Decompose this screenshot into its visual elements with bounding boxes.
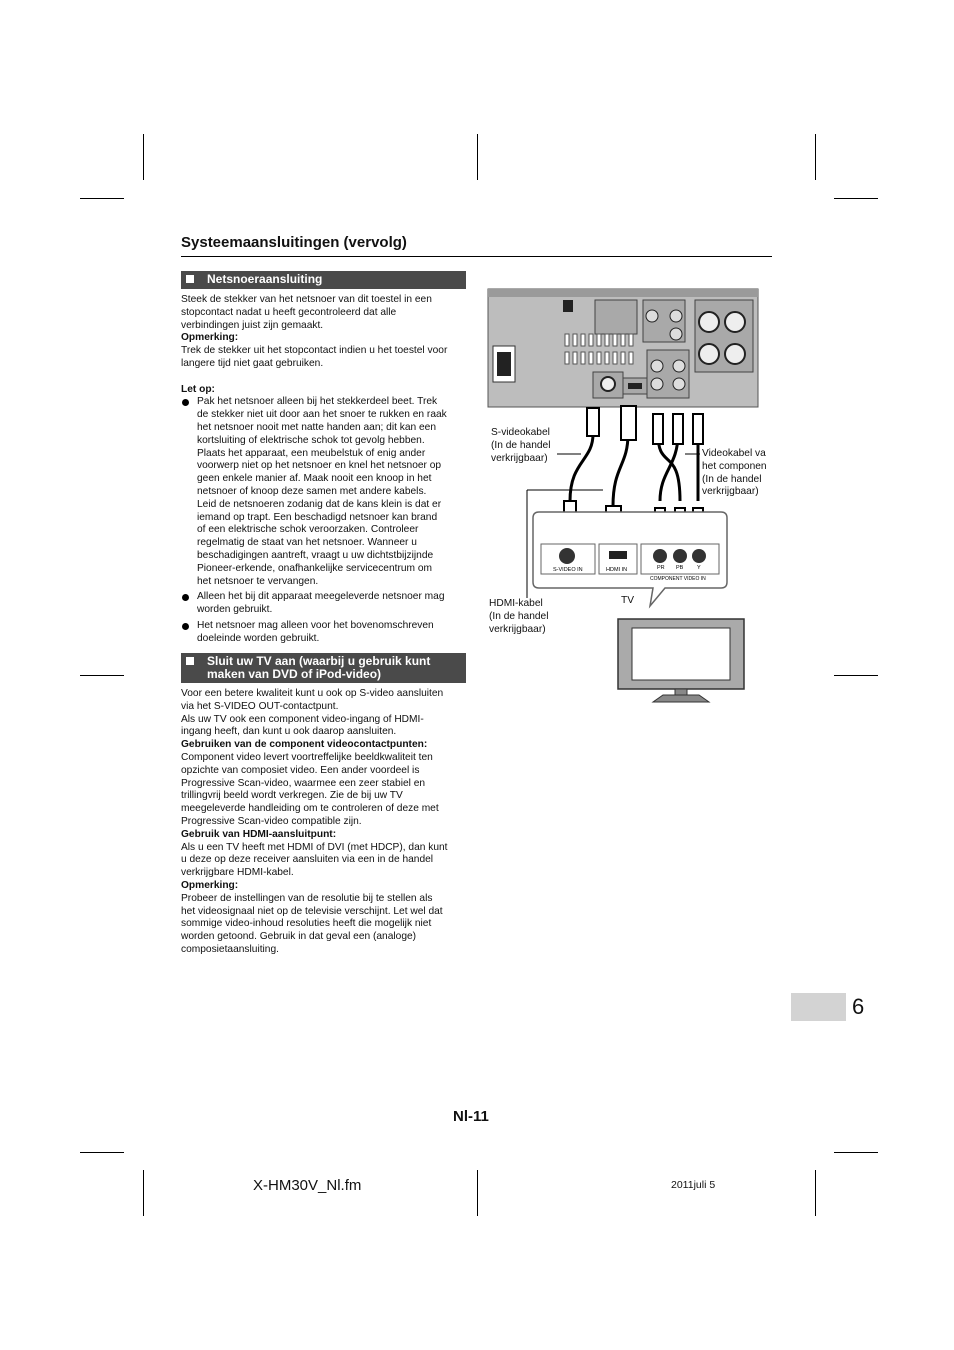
note-label: Opmerking:: [181, 332, 239, 344]
text-line: (In de handel: [491, 439, 551, 451]
tv-input-panel-icon: [533, 512, 727, 606]
receiver-back-panel-icon: [488, 289, 758, 407]
text-line: Alleen het bij dit apparaat meegeleverde netsnoer mag: [197, 591, 445, 603]
text-line: het netsnoer nooit met natte handen aan; dit kan een: [197, 421, 437, 433]
text-line: Trek de stekker uit het stopcontact indien u het toestel voor: [181, 345, 448, 357]
text-line: Als uw TV ook een component video-ingang of HDMI-: [181, 713, 424, 725]
text-line: worden gebruikt.: [197, 604, 273, 616]
crop-mark: [477, 1170, 478, 1216]
text-line: stopcontact nadat u heeft gecontroleerd dat alle: [181, 306, 397, 318]
text-line: composietaansluiting.: [181, 943, 279, 955]
text-line: (In de handel: [702, 473, 762, 485]
text-line: regelmatig de staat van het netsnoer. Wanneer u: [197, 537, 417, 549]
text-line: Progressive Scan-video compatible zijn.: [181, 815, 362, 827]
text-line: beschadigingen aantreft, vraagt u uw dichtstbijzijnde: [197, 549, 434, 561]
text-line: Als u een TV heeft met HDMI of DVI (met HDCP), dan kunt: [181, 841, 448, 853]
text-line: het videosignaal niet op de televisie verschijnt. Let wel dat: [181, 905, 443, 917]
component-cable-label: [702, 448, 774, 499]
bullet-icon: [182, 623, 189, 630]
tv-label: TV: [621, 595, 635, 606]
note-label: Opmerking:: [181, 879, 239, 891]
text-line: iemand op trapt. Een beschadigd netsnoer kan brand: [197, 511, 438, 523]
text-line: via het S-VIDEO OUT-contactpunt.: [181, 700, 339, 712]
list-item: [181, 591, 467, 617]
tv-heading: [181, 653, 466, 683]
netsnoer-heading-text: Netsnoeraansluiting: [207, 272, 323, 286]
port-label-y: Y: [697, 565, 701, 571]
text-line: verbindingen juist zijn gemaakt.: [181, 319, 324, 331]
text-line: (In de handel: [489, 610, 549, 622]
footer-filename: X-HM30V_Nl.fm: [253, 1177, 362, 1194]
chapter-number: 6: [852, 994, 865, 1019]
text-line: kortsluiting of elektrische schok tot gevolg hebben.: [197, 434, 425, 446]
crop-mark: [80, 675, 124, 676]
page-number: Nl-11: [453, 1108, 489, 1125]
port-label-svideo: S-VIDEO IN: [553, 567, 583, 573]
text-line: Progressive Scan-video, waarmee een zeer stabiel en: [181, 777, 426, 789]
svideo-cable-label: [491, 427, 550, 465]
text-line: verkrijgbaar): [489, 623, 546, 635]
text-line: het netsnoer te vervangen.: [197, 575, 319, 587]
text-line: Videokabel va: [702, 448, 766, 459]
crop-mark: [80, 198, 124, 199]
tv-body: [181, 688, 467, 957]
port-label-component: COMPONENT VIDEO IN: [650, 576, 706, 582]
tv-heading-line: maken van DVD of iPod-video): [207, 667, 382, 681]
netsnoer-body: [181, 294, 467, 646]
text-line: verkrijgbare HDMI-kabel.: [181, 867, 294, 879]
text-line: voorwerp niet op het netsnoer en knel het netsnoer op: [197, 460, 442, 472]
crop-mark: [815, 1170, 816, 1216]
port-label-pb: PB: [676, 565, 684, 571]
text-line: Leid de netsnoeren zodanig dat de kans klein is dat er: [197, 498, 442, 510]
port-label-hdmi: HDMI IN: [606, 567, 628, 573]
netsnoer-heading: [181, 271, 466, 289]
list-item: [181, 620, 467, 646]
text-line: langere tijd niet gaat gebruiken.: [181, 357, 324, 369]
text-line: verkrijgbaar): [702, 486, 759, 498]
text-line: het componen: [702, 460, 767, 472]
text-line: Voor een betere kwaliteit kunt u ook op S-video aansluiten: [181, 688, 444, 699]
text-line: HDMI-kabel: [489, 598, 543, 609]
crop-mark: [834, 1152, 878, 1153]
crop-mark: [143, 1170, 144, 1216]
bullet-icon: [182, 399, 189, 406]
text-line: Steek de stekker van het netsnoer van dit toestel in een: [181, 294, 432, 305]
text-line: meegeleverde handleiding om te controleren of deze met: [181, 803, 439, 815]
text-line: de stekker niet uit door aan het snoer te rukken en raak: [197, 409, 447, 421]
crop-mark: [477, 134, 478, 180]
text-line: verkrijgbaar): [491, 452, 548, 464]
caution-label: Let op:: [181, 383, 215, 395]
text-line: of een elektrische schok veroorzaken. Controleer: [197, 524, 419, 536]
text-line: netsnoer of knoop deze samen met andere kabels.: [197, 485, 427, 497]
crop-mark: [80, 1152, 124, 1153]
hdmi-label: Gebruik van HDMI-aansluitpunt:: [181, 828, 337, 840]
hdmi-cable-label: [489, 598, 548, 636]
text-line: worden getoond. Gebruik in dat geval een (analoge): [181, 931, 417, 943]
text-line: Component video levert voortreffelijke beeldkwaliteit ten: [181, 751, 433, 763]
text-line: doeleinde worden gebruikt.: [197, 632, 320, 644]
component-label: Gebruiken van de component videocontactpunten:: [181, 739, 428, 751]
text-line: sommige video-inhoud resoluties heeft die mogelijk niet: [181, 918, 432, 930]
footer-date: 2011juli 5: [671, 1179, 716, 1191]
text-line: S-videokabel: [491, 427, 550, 438]
television-icon: [618, 619, 744, 702]
page-title: Systeemaansluitingen (vervolg): [181, 234, 407, 251]
text-line: Probeer de instellingen van de resolutie bij te stellen als: [181, 892, 433, 904]
port-label-pr: PR: [657, 565, 665, 571]
crop-mark: [834, 198, 878, 199]
square-bullet-icon: [186, 275, 194, 283]
crop-mark: [143, 134, 144, 180]
text-line: Het netsnoer mag alleen voor het bovenomschreven: [197, 619, 434, 631]
chapter-tab: [791, 993, 846, 1021]
tv-heading-line: Sluit uw TV aan (waarbij u gebruik kunt: [207, 654, 431, 668]
list-item: [181, 396, 467, 588]
text-line: Plaats het apparaat, een meubelstuk of enig ander: [197, 447, 426, 459]
square-bullet-icon: [186, 657, 194, 665]
text-line: Pioneer-erkende, onafhankelijke servicecentrum om: [197, 562, 432, 574]
bullet-icon: [182, 594, 189, 601]
text-line: trillingvrij beeld wordt verkregen. Zie de bij uw TV: [181, 790, 403, 802]
text-line: opzichte van composiet video. Een ander voordeel is: [181, 764, 420, 776]
text-line: ingang heeft, dan kunt u ook daarop aansluiten.: [181, 726, 397, 738]
crop-mark: [815, 134, 816, 180]
text-line: geen enkele manier af. Maak nooit een knoop in het: [197, 473, 432, 485]
crop-mark: [834, 675, 878, 676]
text-line: u deze op deze receiver aansluiten via een in de handel: [181, 854, 434, 866]
title-rule: [181, 256, 772, 257]
text-line: Pak het netsnoer alleen bij het stekkerdeel beet. Trek: [197, 396, 438, 408]
